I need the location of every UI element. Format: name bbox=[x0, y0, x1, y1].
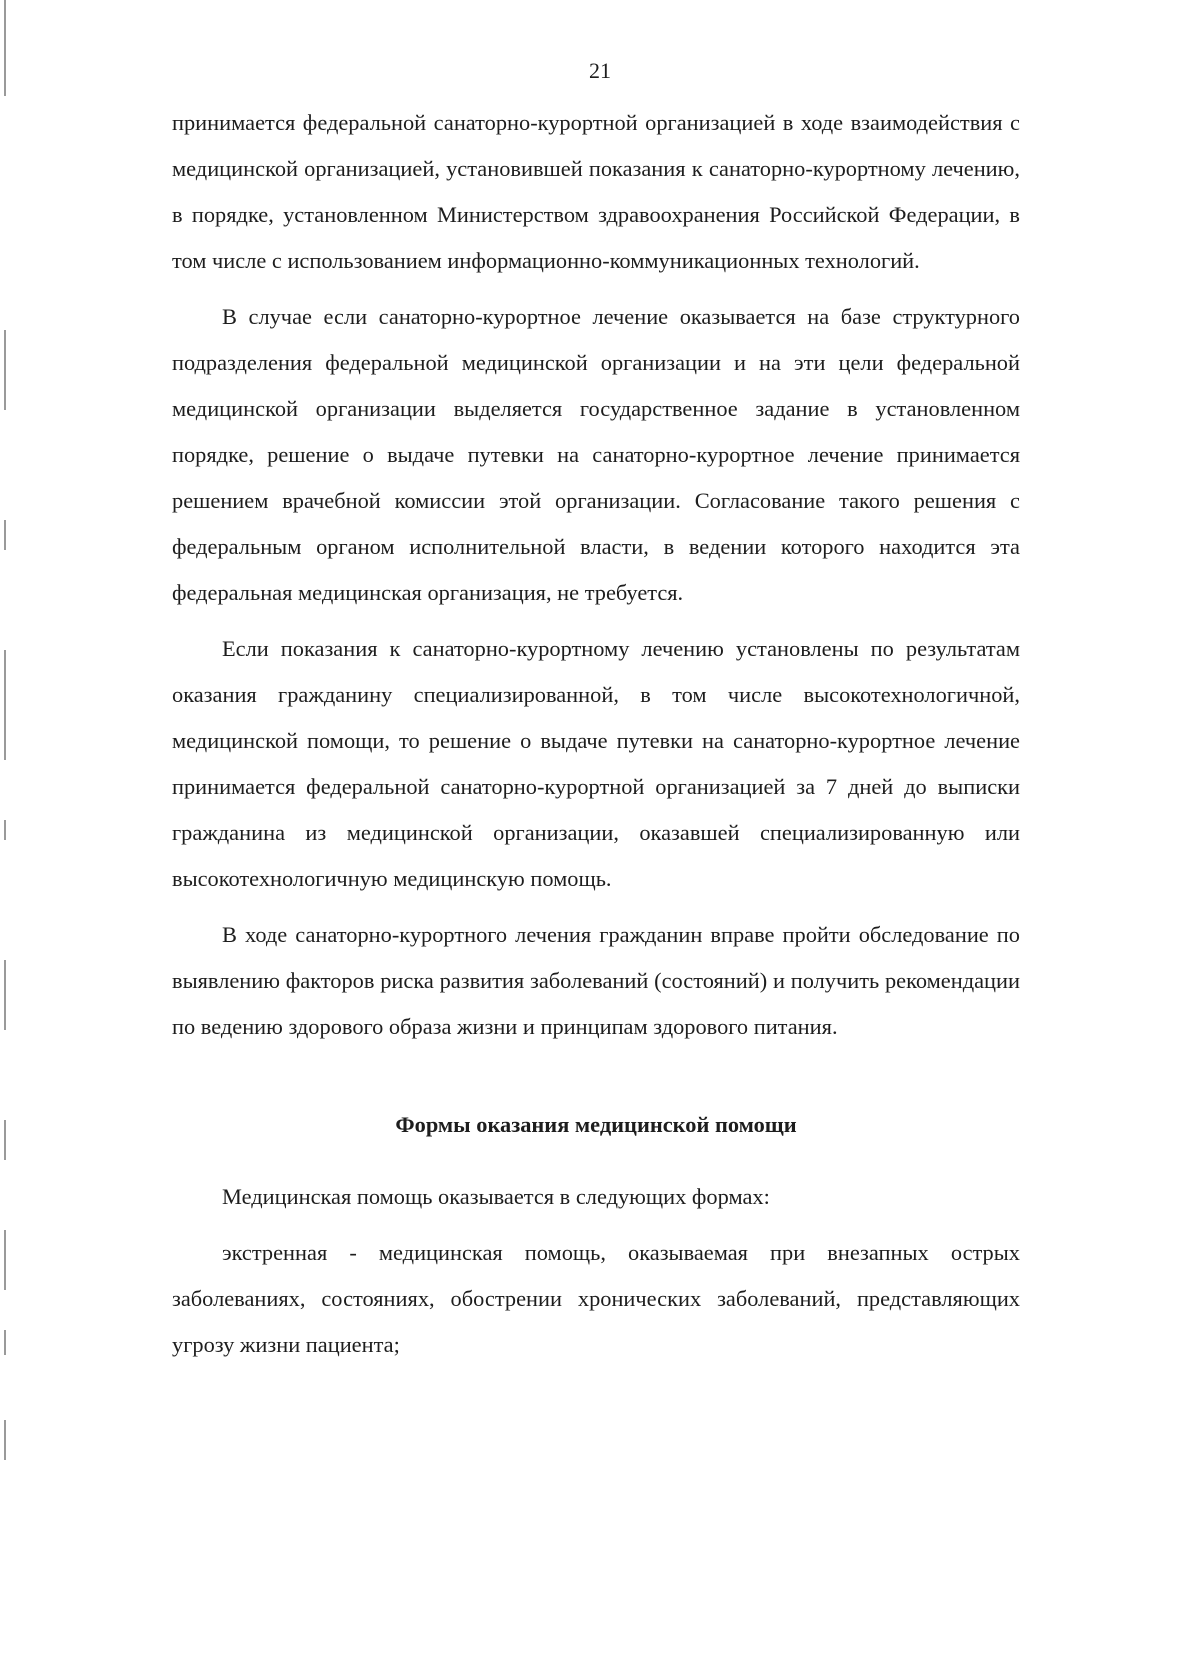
paragraph: В случае если санаторно-курортное лечение оказывается на базе структурного подразделения федеральной медицинской организации и на эти цели федеральной медицинской организации выделяется государственное задание в установленном порядке, решение о выдаче путевки на санаторно-курортное лечение принимается решением врачебной комиссии этой организации. Согласование такого решения с федеральным органом исполнительной власти, в ведении которого находится эта федеральная медицинская организация, не требуется. bbox=[172, 304, 1020, 605]
paragraph: В ходе санаторно-курортного лечения гражданин вправе пройти обследование по выявлению факторов риска развития заболеваний (состояний) и получить рекомендации по ведению здорового образа жизни и принципам здорового питания. bbox=[172, 922, 1020, 1039]
page-number: 21 bbox=[589, 58, 611, 83]
document-body bbox=[172, 100, 1020, 1378]
paragraph: Если показания к санаторно-курортному лечению установлены по результатам оказания гражданину специализированной, в том числе высокотехнологичной, медицинской помощи, то решение о выдаче путевки на санаторно-курортное лечение принимается федеральной санаторно-курортной организацией за 7 дней до выписки гражданина из медицинской организации, оказавшей специализированную или высокотехнологичную медицинскую помощь. bbox=[172, 636, 1020, 891]
paragraph: экстренная - медицинская помощь, оказываемая при внезапных острых заболеваниях, состояниях, обострении хронических заболеваний, представляющих угрозу жизни пациента; bbox=[172, 1240, 1020, 1357]
paragraph-continuation: принимается федеральной санаторно-курортной организацией в ходе взаимодействия с медицинской организацией, установившей показания к санаторно-курортному лечению, в порядке, установленном Министерством здравоохранения Российской Федерации, в том числе с использованием информационно-коммуникационных технологий. bbox=[172, 110, 1020, 273]
section-heading: Формы оказания медицинской помощи bbox=[395, 1112, 797, 1137]
paragraph: Медицинская помощь оказывается в следующих формах: bbox=[222, 1184, 770, 1209]
scan-edge-marks bbox=[0, 0, 10, 1661]
